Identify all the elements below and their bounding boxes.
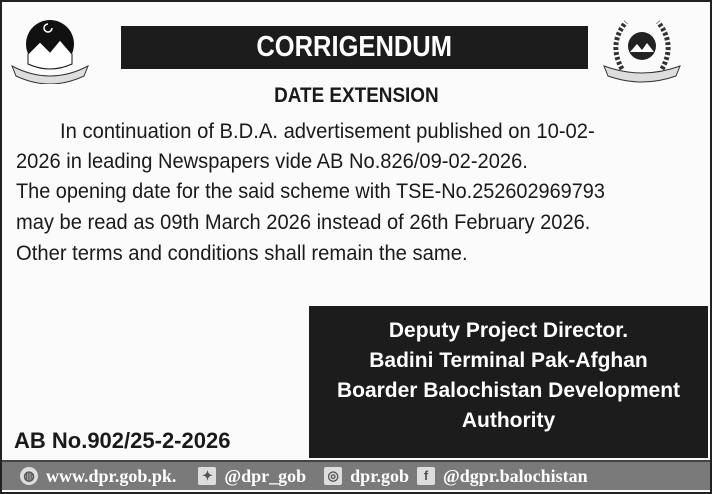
- globe-icon: ◍: [20, 467, 38, 485]
- title: CORRIGENDUM: [256, 31, 453, 63]
- instagram-icon: ◎: [324, 467, 342, 485]
- signature-block: [309, 306, 708, 458]
- body-line: Other terms and conditions shall remain the same.: [16, 241, 468, 265]
- government-seal-emblem: [602, 14, 682, 84]
- subtitle: [2, 84, 710, 108]
- signature-line: Deputy Project Director.: [388, 319, 629, 342]
- facebook-handle[interactable]: @dgpr.balochistan: [443, 465, 588, 486]
- body-line: The opening date for the said scheme with TSE-No.252602969793: [16, 179, 605, 203]
- facebook-icon: f: [417, 467, 435, 485]
- bda-logo-emblem: [10, 14, 90, 84]
- corrigendum-banner: [121, 26, 588, 69]
- ab-number: AB No.902/25-2-2026: [14, 428, 231, 453]
- signature-line: Badini Terminal Pak-Afghan: [369, 349, 648, 372]
- signature-line: Boarder Balochistan Development: [336, 379, 681, 402]
- instagram-handle[interactable]: dpr.gob: [350, 465, 410, 486]
- subtitle-text: DATE EXTENSION: [273, 84, 439, 107]
- footer-contact-bar: [2, 460, 710, 490]
- twitter-handle[interactable]: @dpr_gob: [224, 465, 307, 486]
- twitter-icon: ✦: [198, 467, 216, 485]
- website-link[interactable]: www.dpr.gob.pk.: [46, 465, 177, 486]
- body-line: In continuation of B.D.A. advertisement published on 10-02-: [60, 119, 595, 143]
- signature-line: Authority: [461, 409, 556, 432]
- body-line: 2026 in leading Newspapers vide AB No.826/09-02-2026.: [16, 149, 528, 173]
- body-line: may be read as 09th March 2026 instead of 26th February 2026.: [16, 210, 591, 234]
